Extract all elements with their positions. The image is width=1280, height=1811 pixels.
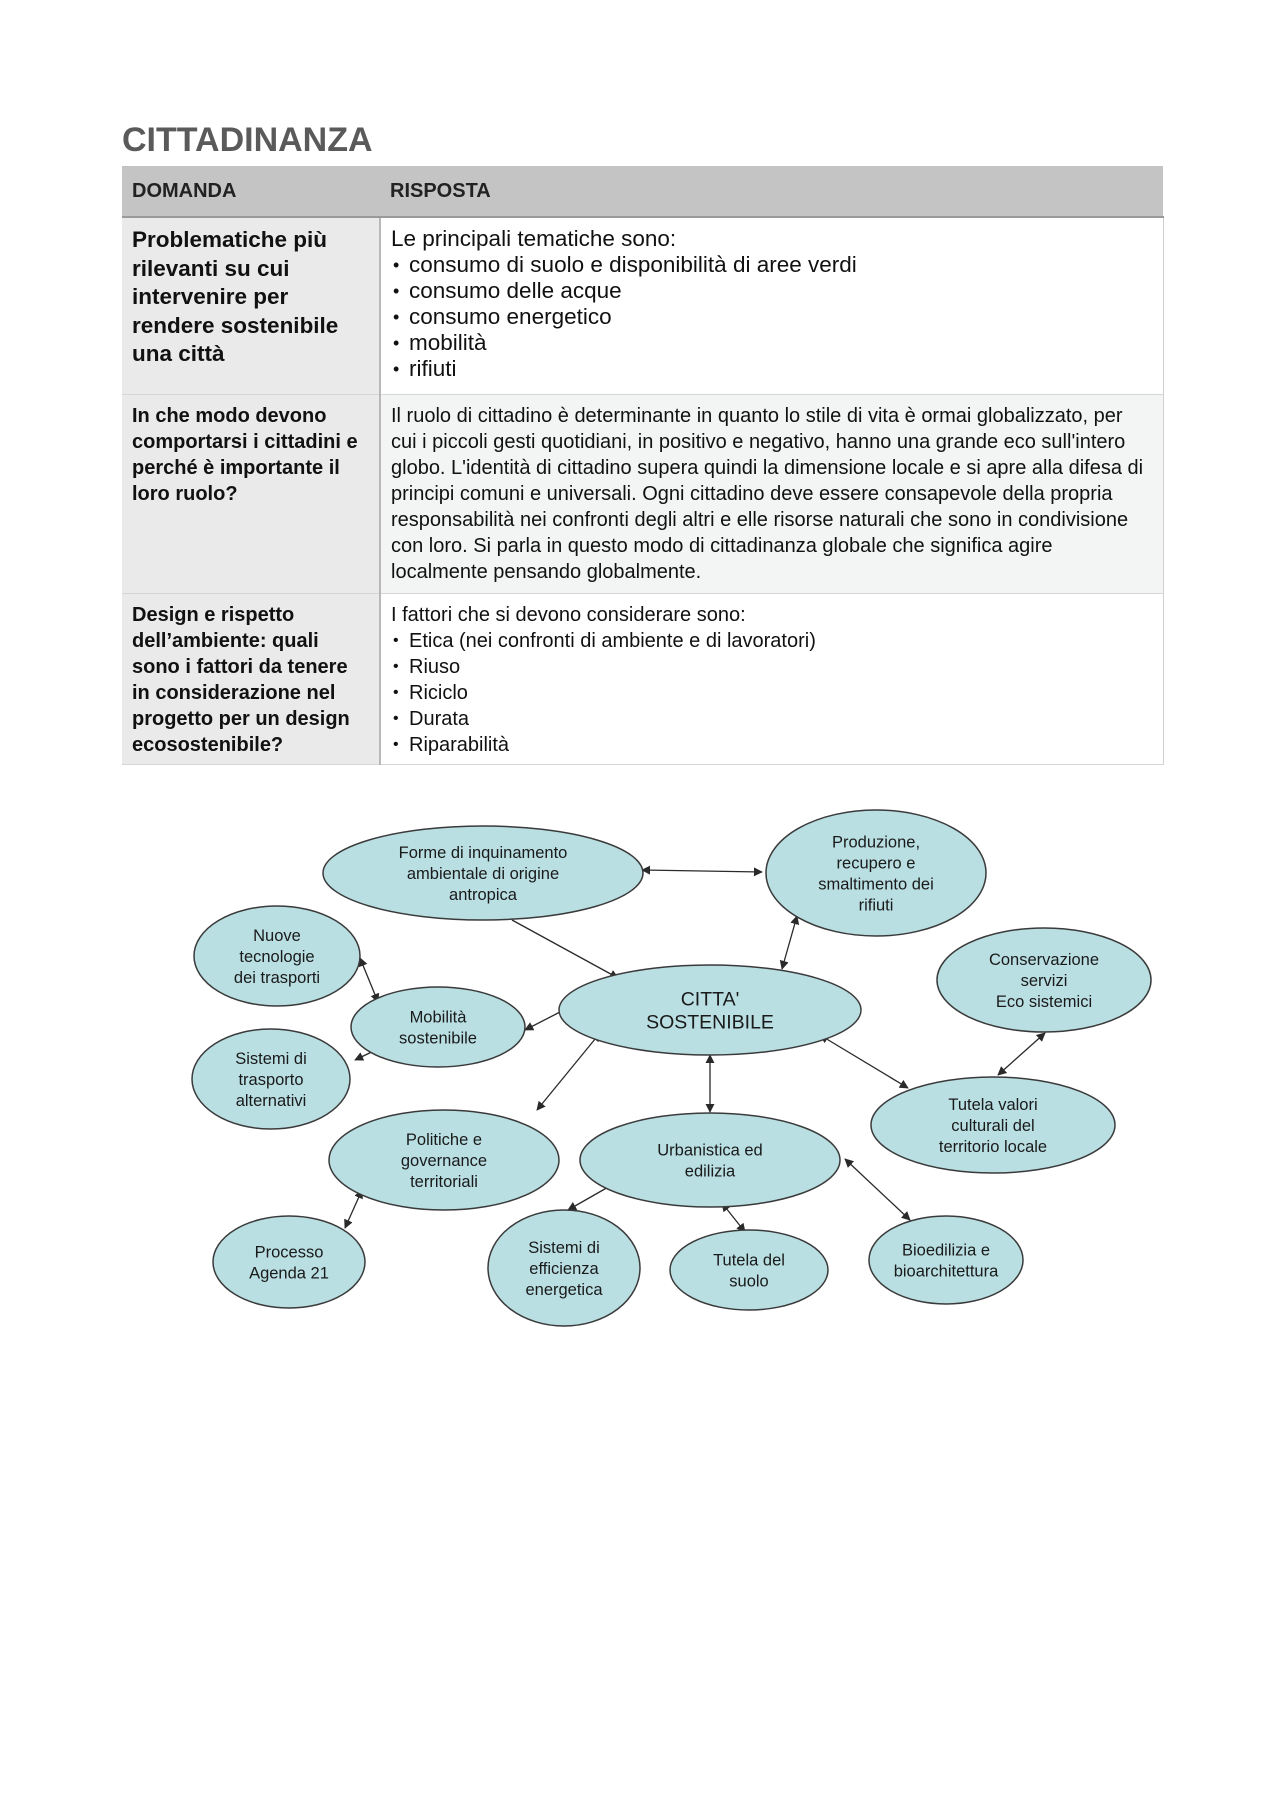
list-item: • Etica (nei confronti di ambiente e di lavoratori) (391, 628, 1153, 654)
node-label: sostenibile (399, 1029, 477, 1048)
node-label: Nuove (253, 926, 301, 945)
node-efficienza (488, 1210, 640, 1326)
node-label: edilizia (684, 1162, 736, 1181)
node-label: alternativi (235, 1091, 307, 1110)
node-label: Politiche e (405, 1130, 483, 1149)
node-label: Forme di inquinamento (398, 843, 568, 862)
list-item: • rifiuti (391, 356, 1153, 382)
node-conservazione (937, 928, 1151, 1032)
node-label: Processo (254, 1243, 324, 1262)
list-item: • Riciclo (391, 680, 1153, 706)
diagram-nodes (192, 810, 1151, 1326)
list-item: • consumo energetico (391, 304, 1153, 330)
connector-arrow (568, 1186, 610, 1210)
node-produzione (766, 810, 986, 936)
list-item: • mobilità (391, 330, 1153, 356)
node-label: efficienza (529, 1259, 599, 1278)
node-ellipse (670, 1230, 828, 1310)
question-cell: Problematiche più rilevanti su cui intervenire per rendere sostenibile una città (122, 217, 380, 395)
node-label: culturali del (951, 1116, 1035, 1135)
connector-arrow (537, 1033, 600, 1110)
answer-intro: I fattori che si devono considerare sono: (391, 604, 746, 626)
node-urbanistica (580, 1113, 840, 1207)
connector-arrow (512, 920, 618, 978)
list-item: • Durata (391, 706, 1153, 732)
list-item: • Riuso (391, 654, 1153, 680)
page-title: CITTADINANZA (122, 121, 373, 159)
node-sistemi-trasporto (192, 1029, 350, 1129)
node-ellipse (766, 810, 986, 936)
header-risposta: RISPOSTA (380, 166, 1163, 217)
connector-arrow (360, 958, 378, 1002)
node-label: rifiuti (858, 896, 894, 915)
node-label: recupero e (836, 854, 916, 873)
node-nuove-tecnologie (194, 906, 360, 1006)
node-label: Produzione, (831, 833, 921, 852)
node-politiche (329, 1110, 559, 1210)
connector-arrow (525, 1012, 560, 1030)
connector-arrow (345, 1190, 362, 1228)
node-bioedilizia (869, 1216, 1023, 1304)
node-agenda (213, 1216, 365, 1308)
node-tutela-suolo (670, 1230, 828, 1310)
connector-arrow (845, 1159, 910, 1220)
node-label: tecnologie (239, 947, 315, 966)
node-label: Tutela del (713, 1251, 785, 1270)
node-ellipse (580, 1113, 840, 1207)
node-label: smaltimento dei (818, 875, 934, 894)
node-label: trasporto (238, 1070, 304, 1089)
node-label: territoriali (410, 1172, 478, 1191)
node-inquinamento (323, 826, 643, 920)
node-label: bioarchitettura (893, 1262, 999, 1281)
node-label: Eco sistemici (995, 992, 1093, 1011)
answer-intro: Le principali tematiche sono: (391, 226, 677, 251)
node-label: SOSTENIBILE (646, 1011, 774, 1034)
node-label: governance (400, 1151, 488, 1170)
list-item: • consumo di suolo e disponibilità di aree verdi (391, 252, 1153, 278)
node-label: antropica (449, 885, 517, 904)
node-label: energetica (525, 1280, 603, 1299)
node-label: dei trasporti (233, 968, 321, 987)
node-label: Tutela valori (948, 1095, 1038, 1114)
connector-arrow (820, 1035, 908, 1088)
node-label: Mobilità (409, 1008, 467, 1027)
node-label: Bioedilizia e (901, 1241, 991, 1260)
node-label: CITTA' (680, 988, 740, 1011)
node-ellipse (213, 1216, 365, 1308)
node-label: servizi (1020, 971, 1068, 990)
node-label: Conservazione (988, 950, 1100, 969)
list-item: • consumo delle acque (391, 278, 1153, 304)
node-mobilita (351, 987, 525, 1067)
header-domanda: DOMANDA (122, 166, 380, 217)
answer-cell: Il ruolo di cittadino è determinante in quanto lo stile di vita è ormai globalizzato, per cui i piccoli gesti quotidiani, in positivo e negativo, hanno una grande eco sull'intero globo. L'identità di cittadino supera quindi la dimensione locale e si apre alla difesa di principi comuni e universali. Ogni cittadino deve essere consapevole della propria responsabilità nei confronti degli altri e elle risorse naturali che sono in condivisione con loro. Si parla in questo modo di cittadinanza globale che significa agire localmente pensando globalmente. (380, 395, 1163, 594)
list-item: • Riparabilità (391, 732, 1153, 758)
node-label: suolo (729, 1272, 769, 1291)
question-cell: Design e rispetto dell’ambiente: quali sono i fattori da tenere in considerazione nel progetto per un design ecosostenibile? (122, 594, 380, 765)
node-label: Sistemi di (235, 1049, 307, 1068)
node-label: ambientale di origine (406, 864, 560, 883)
node-label: Urbanistica ed (657, 1141, 763, 1160)
node-tutela-valori (871, 1077, 1115, 1173)
node-label: territorio locale (938, 1137, 1048, 1156)
connector-arrow (998, 1033, 1045, 1075)
node-ellipse (869, 1216, 1023, 1304)
node-label: Sistemi di (528, 1238, 600, 1257)
connector-arrow (782, 916, 797, 969)
question-cell: In che modo devono comportarsi i cittadini e perché è importante il loro ruolo? (122, 395, 380, 594)
node-ellipse (351, 987, 525, 1067)
node-label: Agenda 21 (249, 1264, 329, 1283)
connector-arrow (642, 870, 762, 872)
node-center (559, 965, 861, 1055)
